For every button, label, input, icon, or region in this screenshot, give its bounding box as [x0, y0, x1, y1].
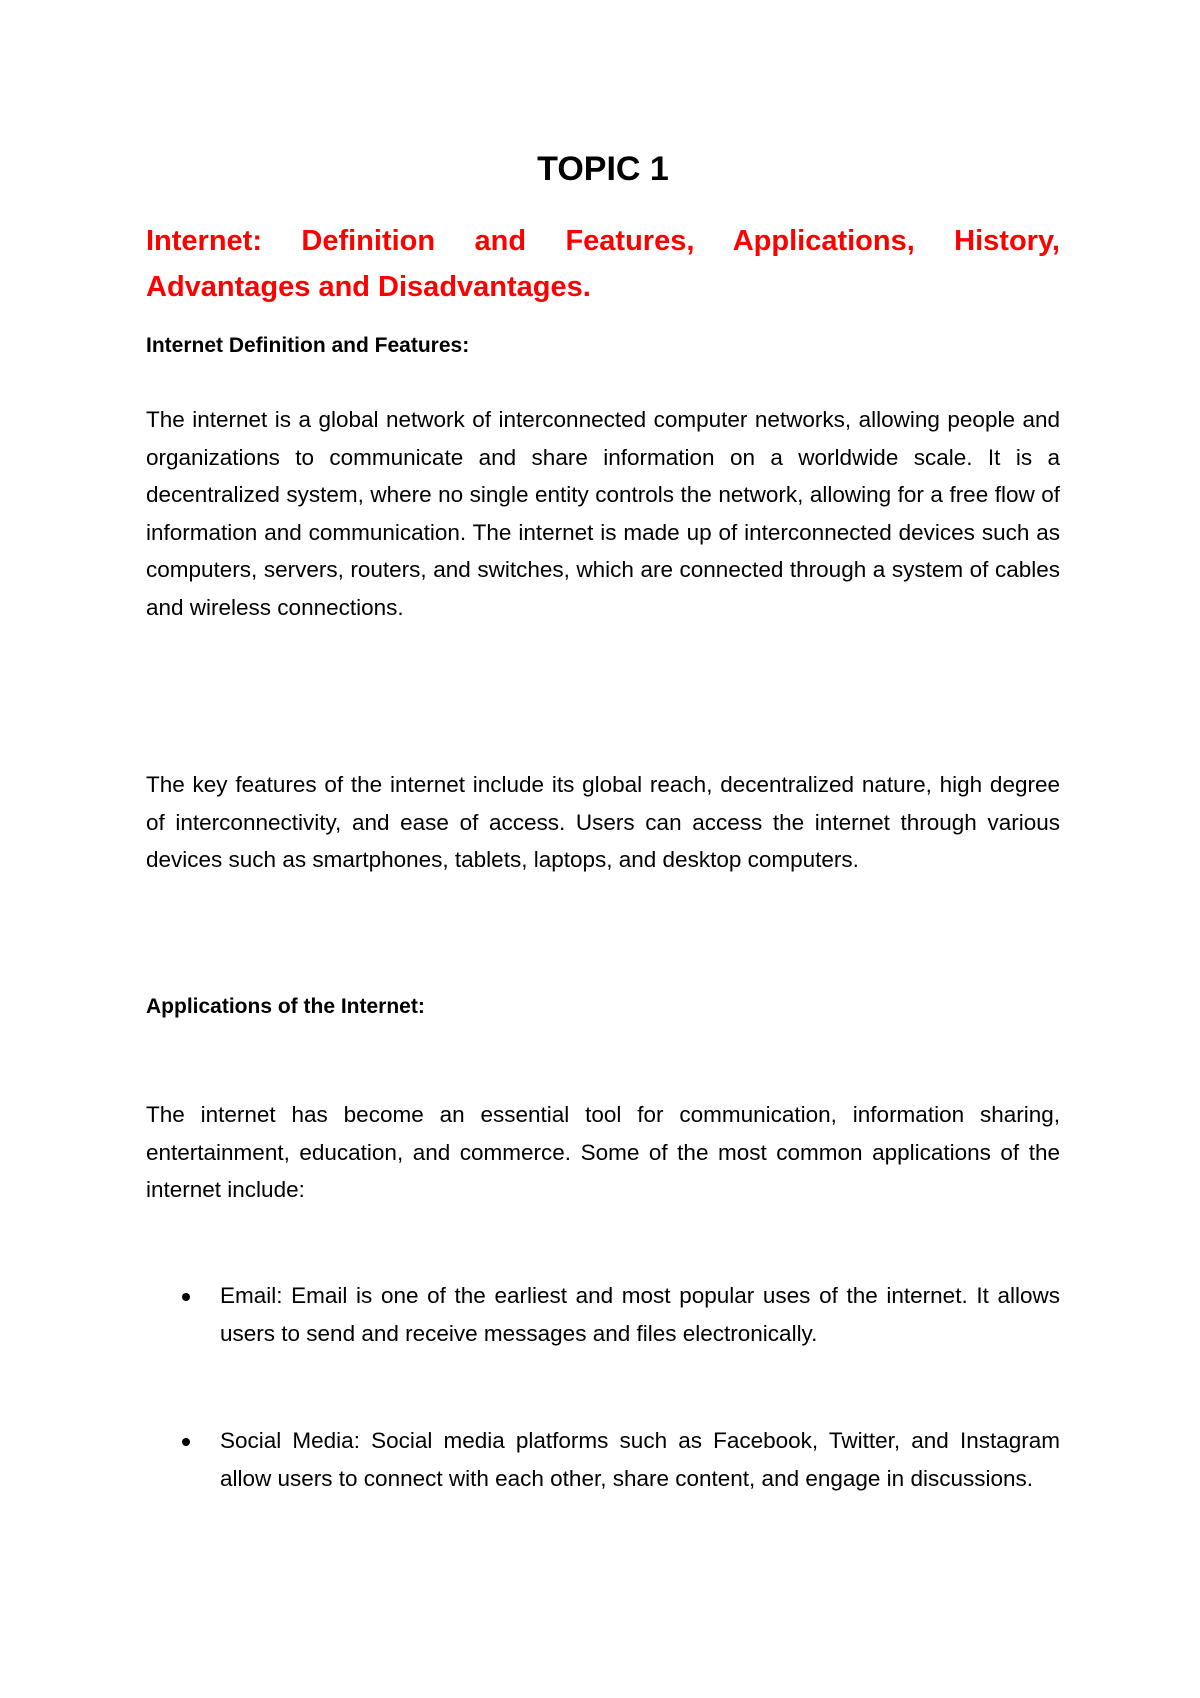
bullet-icon	[182, 1438, 190, 1446]
list-item-text: Email: Email is one of the earliest and most popular uses of the internet. It allows users to send and receive messages and files electronically.	[220, 1283, 1060, 1346]
main-title: Internet: Definition and Features, Applications, History, Advantages and Disadvantages.	[146, 225, 1060, 303]
list-item-text: Social Media: Social media platforms such as Facebook, Twitter, and Instagram allow users to connect with each other, share content, and engage in discussions.	[220, 1428, 1060, 1491]
section-heading-definition: Internet Definition and Features:	[146, 334, 470, 357]
list-item	[146, 1277, 1060, 1352]
paragraph-definition: The internet is a global network of interconnected computer networks, allowing people and organizations to communicate and share information on a worldwide scale. It is a decentralized system, where no single entity controls the network, allowing for a free flow of information and communication. The internet is made up of interconnected devices such as computers, servers, routers, and switches, which are connected through a system of cables and wireless connections.	[146, 407, 1060, 620]
topic-heading: TOPIC 1	[537, 150, 669, 188]
paragraph-applications-intro: The internet has become an essential tool for communication, information sharing, entertainment, education, and commerce. Some of the most common applications of the internet include:	[146, 1102, 1060, 1202]
list-item	[146, 1422, 1060, 1497]
paragraph-features: The key features of the internet include its global reach, decentralized nature, high degree of interconnectivity, and ease of access. Users can access the internet through various devices such as smartphones, tablets, laptops, and desktop computers.	[146, 772, 1060, 872]
bullet-icon	[182, 1293, 190, 1301]
section-heading-applications: Applications of the Internet:	[146, 995, 425, 1018]
